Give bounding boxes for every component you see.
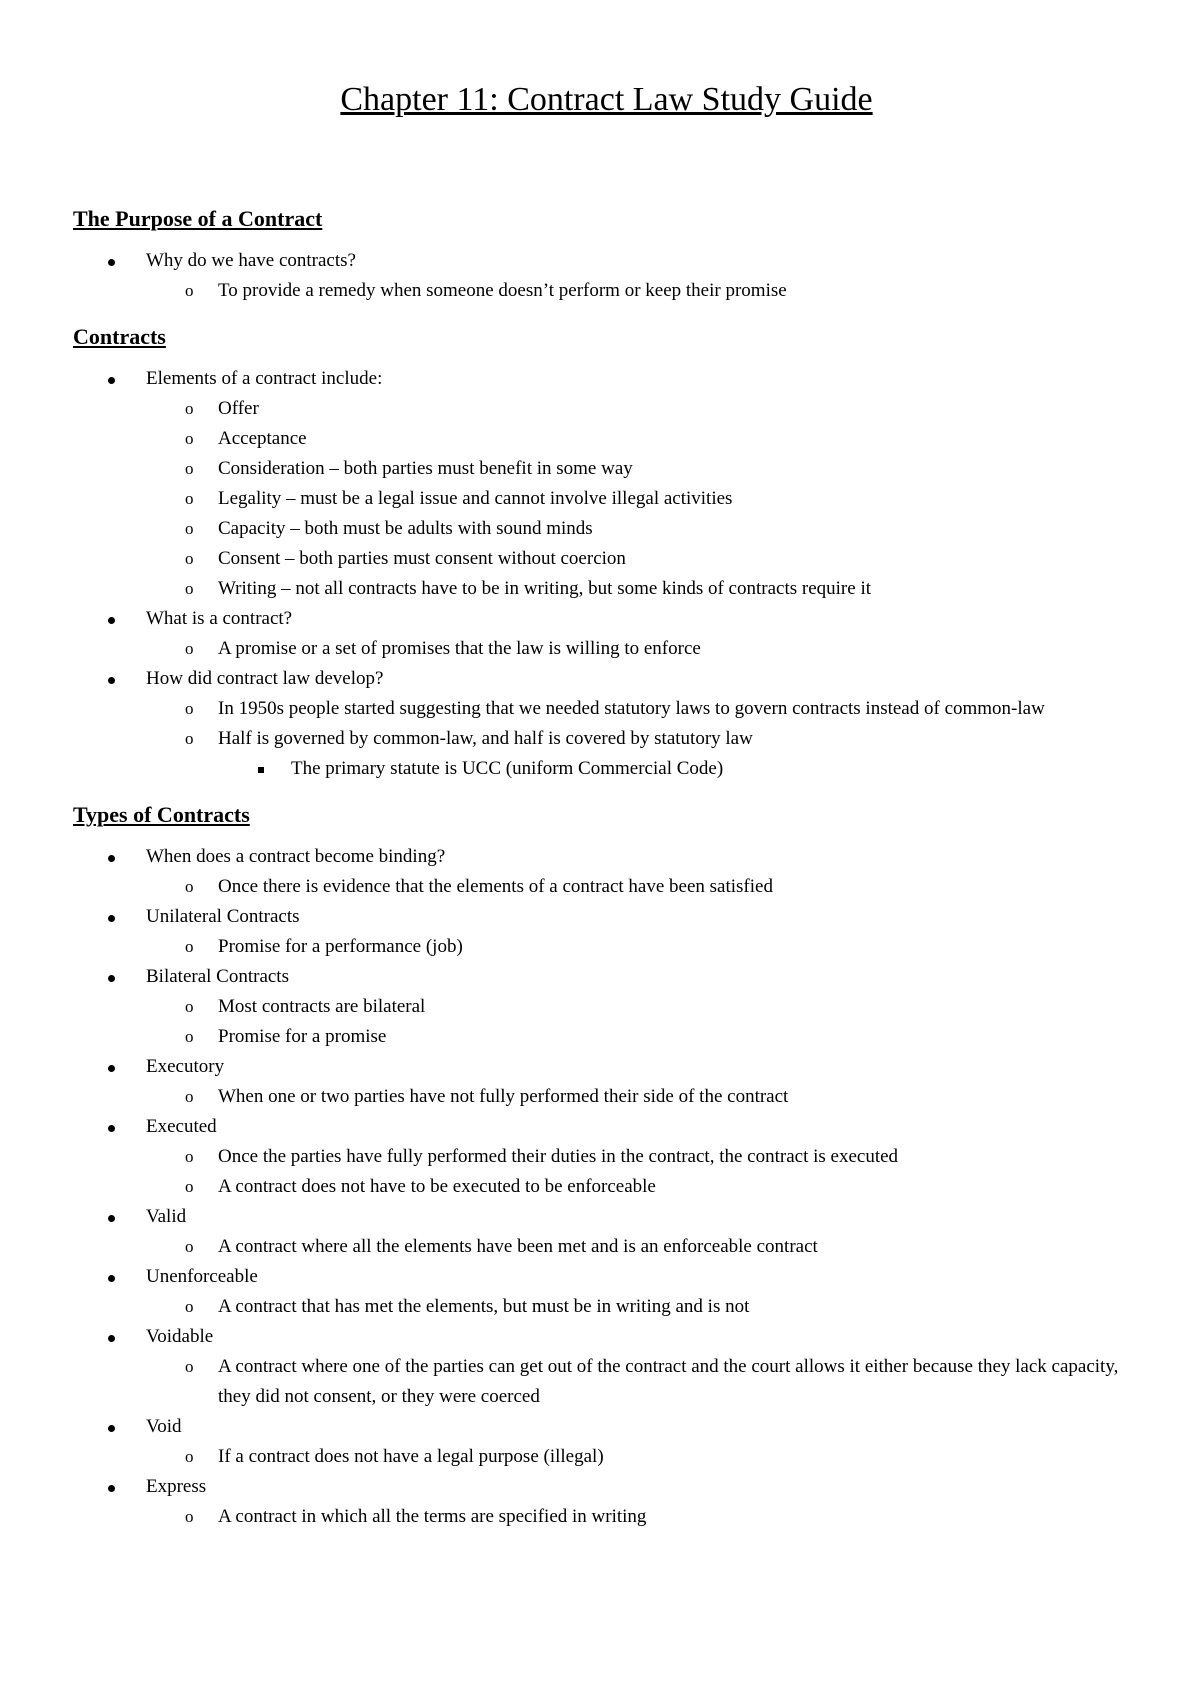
list-item-text: Once the parties have fully performed their duties in the contract, the contract is executed — [218, 1146, 899, 1167]
list-item-text: In 1950s people started suggesting that we needed statutory laws to govern contracts instead of common-law — [218, 698, 1045, 719]
list-item-text: Capacity – both must be adults with sound minds — [218, 518, 593, 539]
nested-list-container — [73, 1082, 1140, 1112]
bullet-icon — [108, 1322, 115, 1352]
section-heading: Types of Contracts — [73, 802, 250, 827]
nested-list-container — [73, 872, 1140, 902]
circle-bullet-icon: o — [185, 1357, 194, 1376]
list-item-text: Elements of a contract include: — [146, 368, 383, 389]
list-item-text: Unilateral Contracts — [146, 906, 300, 927]
list-item — [73, 1082, 1140, 1112]
list-item — [73, 992, 1140, 1022]
circle-bullet-icon: o — [185, 1447, 194, 1466]
nested-list-container — [73, 1142, 1140, 1202]
bullet-list-level-2 — [73, 394, 1140, 604]
list-item-text: Express — [146, 1476, 207, 1497]
list-item-text: Once there is evidence that the elements of a contract have been satisfied — [218, 876, 773, 897]
circle-bullet-icon: o — [185, 1507, 194, 1526]
nested-list-container — [73, 1292, 1140, 1322]
list-item-text: Most contracts are bilateral — [218, 996, 426, 1017]
list-item-text: When one or two parties have not fully performed their side of the contract — [218, 1086, 789, 1107]
list-item — [73, 276, 1140, 306]
list-item-text: Promise for a promise — [218, 1026, 387, 1047]
list-item — [73, 1022, 1140, 1052]
nested-list-container — [73, 1232, 1140, 1262]
bullet-list-level-2 — [73, 1292, 1140, 1322]
list-item-text: Unenforceable — [146, 1266, 258, 1287]
nested-list-container — [73, 1502, 1140, 1532]
list-item — [73, 1202, 1140, 1232]
bullet-list-level-1 — [73, 246, 1140, 306]
circle-bullet-icon: o — [185, 579, 194, 598]
list-item — [73, 246, 1140, 276]
circle-bullet-icon: o — [185, 429, 194, 448]
list-item-text: Writing – not all contracts have to be in writing, but some kinds of contracts require it — [218, 578, 871, 599]
list-item-text: Acceptance — [218, 428, 307, 449]
list-item-text: To provide a remedy when someone doesn’t perform or keep their promise — [218, 280, 787, 301]
nested-list-container — [73, 754, 1140, 784]
list-item-text: A contract in which all the terms are specified in writing — [218, 1506, 647, 1527]
nested-list-container — [73, 1442, 1140, 1472]
circle-bullet-icon: o — [185, 1147, 194, 1166]
list-item — [73, 634, 1140, 664]
list-item — [73, 1412, 1140, 1442]
list-item — [73, 574, 1140, 604]
bullet-list-level-2 — [73, 1502, 1140, 1532]
list-item — [73, 932, 1140, 962]
list-item — [73, 872, 1140, 902]
circle-bullet-icon: o — [185, 1237, 194, 1256]
bullet-icon — [108, 1412, 115, 1442]
nested-list-container — [73, 932, 1140, 962]
list-item — [73, 754, 1140, 784]
list-item — [73, 724, 1140, 754]
circle-bullet-icon: o — [185, 519, 194, 538]
bullet-list-level-2 — [73, 992, 1140, 1052]
circle-bullet-icon: o — [185, 877, 194, 896]
bullet-icon — [108, 1202, 115, 1232]
list-item-text: Voidable — [146, 1326, 214, 1347]
list-item-text: Bilateral Contracts — [146, 966, 289, 987]
circle-bullet-icon: o — [185, 459, 194, 478]
circle-bullet-icon: o — [185, 699, 194, 718]
list-item — [73, 1142, 1140, 1172]
list-item-text: A contract where all the elements have been met and is an enforceable contract — [218, 1236, 818, 1257]
list-item-text: Promise for a performance (job) — [218, 936, 463, 957]
bullet-icon — [108, 246, 115, 276]
list-item-text: Valid — [146, 1206, 187, 1227]
list-item-text: Executed — [146, 1116, 217, 1137]
bullet-list-level-2 — [73, 694, 1140, 784]
bullet-icon — [108, 1262, 115, 1292]
square-bullet-icon — [258, 754, 264, 784]
list-item-text: Legality – must be a legal issue and cannot involve illegal activities — [218, 488, 733, 509]
circle-bullet-icon: o — [185, 489, 194, 508]
list-item-text: The primary statute is UCC (uniform Commercial Code) — [291, 758, 724, 779]
list-item — [73, 1232, 1140, 1262]
nested-list-container — [73, 276, 1140, 306]
bullet-list-level-2 — [73, 1232, 1140, 1262]
list-item — [73, 694, 1140, 724]
list-item — [73, 364, 1140, 394]
nested-list-container — [73, 694, 1140, 784]
circle-bullet-icon: o — [185, 399, 194, 418]
bullet-list-level-2 — [73, 1352, 1140, 1412]
list-item — [73, 544, 1140, 574]
bullet-list-level-2 — [73, 276, 1140, 306]
list-item-text: Executory — [146, 1056, 225, 1077]
list-item-text: When does a contract become binding? — [146, 846, 446, 867]
list-item-text: A contract that has met the elements, but must be in writing and is not — [218, 1296, 750, 1317]
bullet-icon — [108, 842, 115, 872]
list-item — [73, 664, 1140, 694]
bullet-icon — [108, 902, 115, 932]
list-item — [73, 902, 1140, 932]
circle-bullet-icon: o — [185, 281, 194, 300]
bullet-icon — [108, 1112, 115, 1142]
section — [73, 204, 1140, 306]
list-item-text: Void — [146, 1416, 182, 1437]
bullet-list-level-2 — [73, 1142, 1140, 1202]
circle-bullet-icon: o — [185, 549, 194, 568]
circle-bullet-icon: o — [185, 1087, 194, 1106]
list-item — [73, 1502, 1140, 1532]
page-title: Chapter 11: Contract Law Study Guide — [340, 81, 873, 118]
circle-bullet-icon: o — [185, 1177, 194, 1196]
bullet-list-level-1 — [73, 364, 1140, 784]
list-item — [73, 1172, 1140, 1202]
circle-bullet-icon: o — [185, 639, 194, 658]
list-item-text: Why do we have contracts? — [146, 250, 356, 271]
circle-bullet-icon: o — [185, 937, 194, 956]
bullet-icon — [108, 664, 115, 694]
document-body — [73, 204, 1140, 1532]
list-item — [73, 394, 1140, 424]
list-item-text: If a contract does not have a legal purpose (illegal) — [218, 1446, 604, 1467]
bullet-list-level-2 — [73, 872, 1140, 902]
list-item — [73, 424, 1140, 454]
list-item-text: A promise or a set of promises that the law is willing to enforce — [218, 638, 701, 659]
list-item-text: Half is governed by common-law, and half is covered by statutory law — [218, 728, 753, 749]
list-item — [73, 1112, 1140, 1142]
circle-bullet-icon: o — [185, 1027, 194, 1046]
bullet-icon — [108, 962, 115, 992]
list-item — [73, 484, 1140, 514]
list-item — [73, 1262, 1140, 1292]
bullet-list-level-2 — [73, 1082, 1140, 1112]
list-item-text: Offer — [218, 398, 259, 419]
bullet-list-level-2 — [73, 932, 1140, 962]
list-item-text: A contract does not have to be executed to be enforceable — [218, 1176, 656, 1197]
circle-bullet-icon: o — [185, 997, 194, 1016]
list-item — [73, 842, 1140, 872]
list-item-text: A contract where one of the parties can get out of the contract and the court allows it either because they lack capacity, they did not consent, or they were coerced — [218, 1356, 1119, 1407]
circle-bullet-icon: o — [185, 1297, 194, 1316]
section — [73, 322, 1140, 784]
list-item-text: Consideration – both parties must benefit in some way — [218, 458, 633, 479]
section-heading: The Purpose of a Contract — [73, 206, 323, 231]
bullet-icon — [108, 604, 115, 634]
list-item — [73, 1292, 1140, 1322]
bullet-icon — [108, 1052, 115, 1082]
circle-bullet-icon: o — [185, 729, 194, 748]
list-item — [73, 962, 1140, 992]
nested-list-container — [73, 1352, 1140, 1412]
list-item — [73, 514, 1140, 544]
list-item — [73, 1322, 1140, 1352]
list-item — [73, 454, 1140, 484]
bullet-list-level-2 — [73, 1442, 1140, 1472]
list-item — [73, 1052, 1140, 1082]
bullet-list-level-2 — [73, 634, 1140, 664]
list-item-text: How did contract law develop? — [146, 668, 384, 689]
section — [73, 800, 1140, 1532]
bullet-icon — [108, 1472, 115, 1502]
list-item — [73, 1352, 1140, 1412]
list-item-text: What is a contract? — [146, 608, 293, 629]
bullet-icon — [108, 364, 115, 394]
list-item — [73, 1472, 1140, 1502]
list-item-text: Consent – both parties must consent without coercion — [218, 548, 626, 569]
section-heading: Contracts — [73, 324, 166, 349]
list-item — [73, 1442, 1140, 1472]
nested-list-container — [73, 634, 1140, 664]
bullet-list-level-1 — [73, 842, 1140, 1532]
bullet-list-level-3 — [73, 754, 1140, 784]
list-item — [73, 604, 1140, 634]
nested-list-container — [73, 394, 1140, 604]
nested-list-container — [73, 992, 1140, 1052]
